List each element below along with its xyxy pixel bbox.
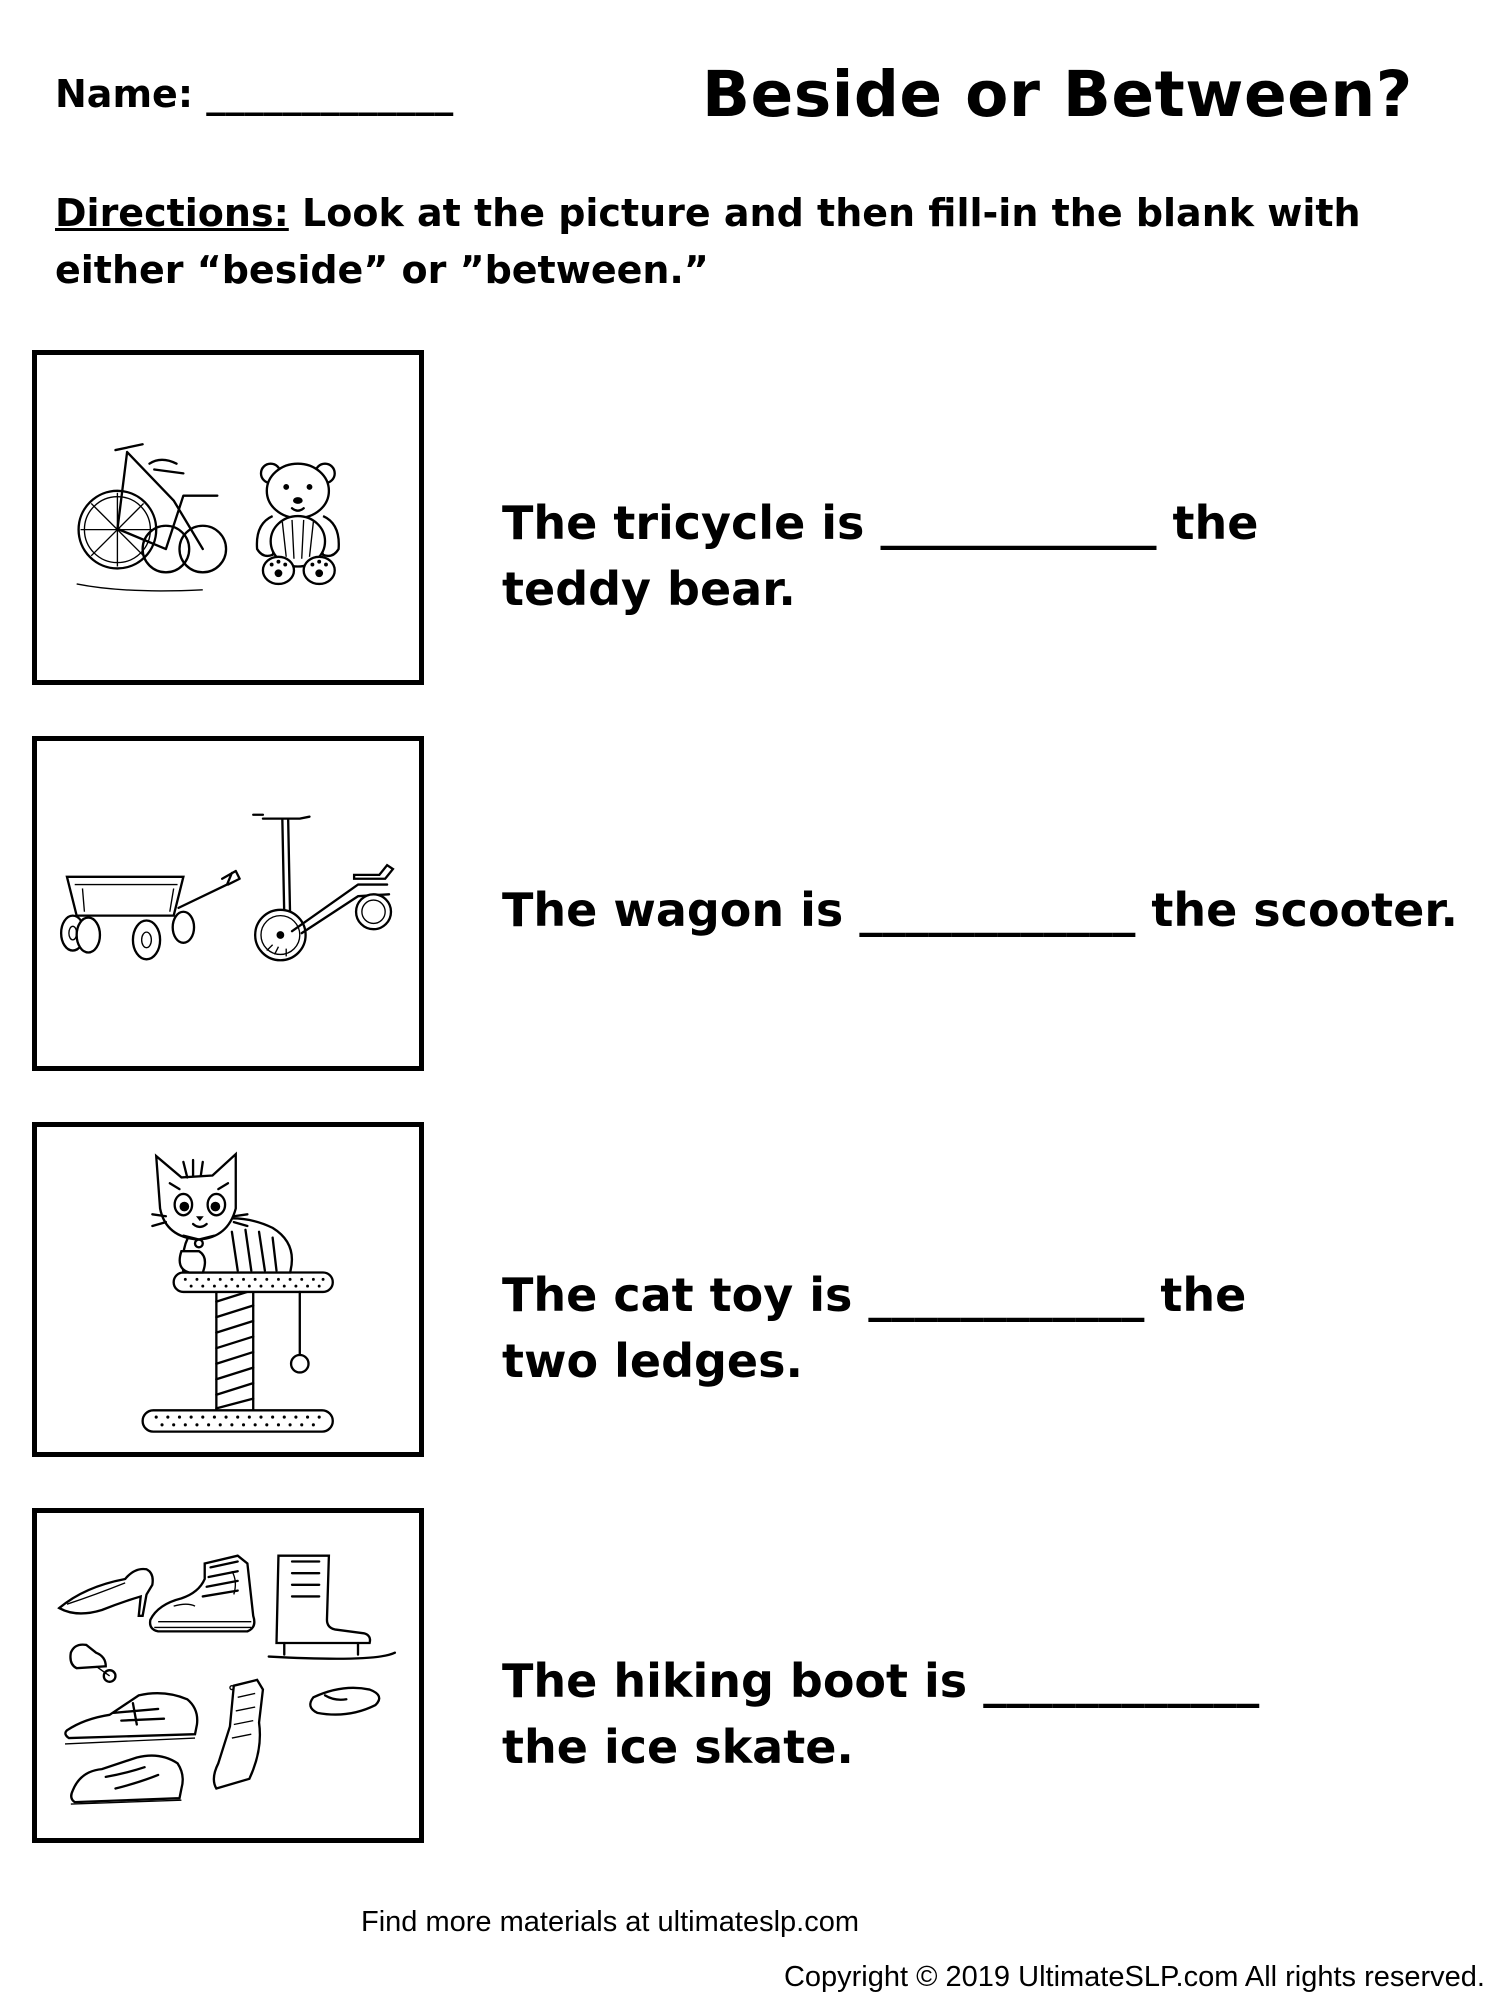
question-1-line-1: The tricycle is ____________ the <box>502 496 1259 550</box>
question-4-line-1: The hiking boot is ____________ <box>502 1654 1260 1708</box>
picture-3-illustration <box>37 1127 419 1452</box>
question-1 <box>502 490 1258 622</box>
name-field-label[interactable]: Name: _____________ <box>55 72 454 116</box>
ice-skate-icon <box>269 1556 395 1659</box>
question-1-line-2: teddy bear. <box>502 562 796 616</box>
question-4 <box>502 1648 1259 1780</box>
tricycle-icon <box>77 444 226 591</box>
picture-frame-1 <box>32 350 424 685</box>
worksheet-title: Beside or Between? <box>702 58 1413 131</box>
picture-frame-3 <box>32 1122 424 1457</box>
question-2 <box>502 877 1458 943</box>
footer-more-materials <box>0 1906 1500 1939</box>
sneaker-icon <box>65 1693 197 1744</box>
ankle-boot-icon <box>214 1680 263 1789</box>
question-3-line-2: two ledges. <box>502 1334 803 1388</box>
footer-copyright: Copyright © 2019 UltimateSLP.com All rights reserved. <box>783 1961 1485 1993</box>
hiking-boot-icon <box>150 1556 254 1632</box>
question-3-line-1: The cat toy is ____________ the <box>502 1268 1247 1322</box>
directions <box>55 185 1395 299</box>
footer-more-link[interactable]: Find more materials at ultimateslp.com <box>361 1906 859 1938</box>
picture-2-illustration <box>37 741 419 1066</box>
directions-label: Directions: <box>55 191 289 235</box>
picture-frame-4 <box>32 1508 424 1843</box>
directions-text: Look at the picture and then fill-in the blank with either “beside” or ”between.” <box>55 191 1361 292</box>
scooter-icon <box>253 815 393 961</box>
baby-shoe-icon <box>70 1645 115 1682</box>
running-shoe-icon <box>71 1756 183 1805</box>
wagon-icon <box>61 871 240 959</box>
flip-flop-icon <box>310 1688 379 1715</box>
question-2-line-1: The wagon is ____________ the scooter. <box>502 883 1458 937</box>
question-3 <box>502 1262 1246 1394</box>
picture-frame-2 <box>32 736 424 1071</box>
picture-1-illustration <box>37 355 419 680</box>
picture-4-illustration <box>37 1513 419 1838</box>
high-heel-icon <box>59 1569 153 1616</box>
teddy-bear-icon <box>257 464 339 584</box>
question-4-line-2: the ice skate. <box>502 1720 854 1774</box>
cat-tree-icon <box>143 1154 333 1431</box>
